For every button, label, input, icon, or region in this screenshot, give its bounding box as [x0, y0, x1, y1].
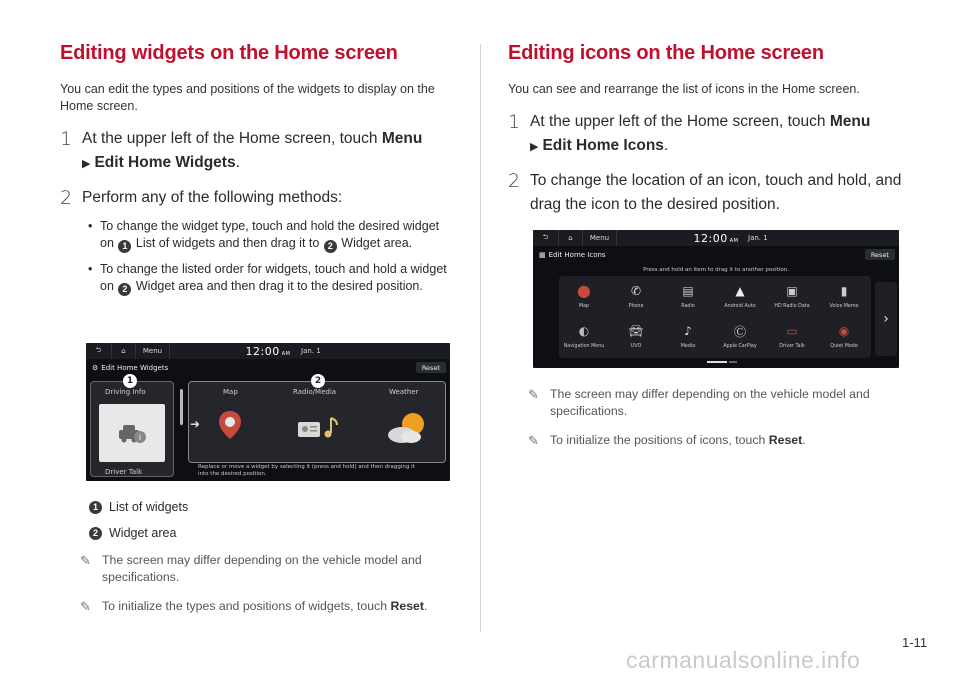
callout-badge: 2	[324, 240, 337, 253]
callout-1: 1	[123, 374, 137, 388]
music-note-icon: ♪	[684, 324, 692, 338]
scrollbar[interactable]	[180, 389, 183, 425]
right-column	[508, 42, 903, 227]
screen-hint: Press and hold an item to drag it to another position.	[643, 267, 789, 273]
car-icon: 🚘︎	[628, 324, 644, 338]
grid-item-driver-talk[interactable]: ▭ Driver Talk	[779, 324, 805, 349]
widget-area[interactable]: Map Radio/Media Weather	[188, 381, 446, 463]
pencil-icon: ✎	[528, 387, 539, 402]
screen-titlebar: ⚙ Edit Home Widgets Reset	[86, 360, 450, 376]
page-indicator	[729, 361, 737, 363]
pencil-icon: ✎	[80, 553, 91, 568]
radio-icon: ▤	[682, 284, 694, 298]
list-item: • To change the widget type, touch and hold the desired widget on 1 List of widgets and then drag it to 2 Widget area.	[88, 219, 440, 251]
grid-item-radio[interactable]: ▤ Radio	[663, 282, 713, 309]
arrow-right-icon: ▶	[530, 141, 539, 153]
screen-titlebar: ▦ Edit Home Icons Reset	[533, 247, 899, 263]
home-icon[interactable]: ⌂	[112, 343, 136, 359]
step-2: 2 Perform any of the following methods:	[60, 187, 343, 209]
right-lower	[508, 386, 903, 461]
grid-item-uvo[interactable]: 🚘︎ UVO	[628, 324, 644, 349]
left-lower	[60, 500, 455, 627]
method-list	[88, 218, 455, 296]
reset-button[interactable]: Reset	[865, 249, 895, 260]
map-pin-icon	[217, 410, 243, 444]
icon-grid[interactable]	[559, 276, 871, 358]
widget-list[interactable]: Driving Info i Driver Talk	[90, 381, 174, 477]
grid-item-android-auto[interactable]: ▲ Android Auto	[724, 284, 756, 309]
note-1: ✎ The screen may differ depending on the vehicle model and specifications.	[528, 387, 870, 418]
legend	[88, 500, 455, 540]
pencil-icon: ✎	[528, 433, 539, 448]
callout-badge: 1	[118, 240, 131, 253]
gear-icon: ⚙	[92, 364, 99, 372]
section-title-widgets: Editing widgets on the Home screen	[60, 42, 398, 64]
page-number: 1-11	[902, 635, 928, 650]
grid-item-apple-carplay[interactable]: Ⓒ Apple CarPlay	[715, 322, 765, 349]
drag-arrow-icon: ➜	[190, 417, 201, 431]
step-1: 1 At the upper left of the Home screen, touch Menu ▶ Edit Home Icons.	[508, 111, 871, 154]
note-2: ✎ To initialize the positions of icons, touch Reset.	[528, 433, 806, 448]
note-2: ✎ To initialize the types and positions of widgets, touch Reset.	[80, 599, 428, 614]
edit-home-widgets-screenshot	[86, 343, 450, 481]
watermark: carmanualsonline.info	[626, 647, 861, 673]
compass-icon: ◐	[578, 324, 590, 338]
callout-2: 2	[311, 374, 325, 388]
phone-icon: ✆	[630, 284, 642, 298]
note-1: ✎ The screen may differ depending on the vehicle model and specifications.	[80, 553, 422, 584]
grid-item-voice-memo[interactable]: ▮ Voice Memo	[829, 284, 859, 309]
reset-button[interactable]: Reset	[416, 362, 446, 373]
weather-icon	[385, 410, 429, 450]
column-divider	[480, 44, 481, 632]
back-icon[interactable]: ⮌	[533, 230, 559, 246]
radio-media-icon	[297, 416, 343, 444]
grid-item-map[interactable]: ⬤ Map	[559, 282, 609, 309]
map-pin-icon: ⬤	[577, 284, 591, 298]
intro-text: You can edit the types and positions of the widgets to display on the Home screen.	[60, 82, 435, 113]
voice-memo-icon: ▮	[840, 284, 848, 298]
car-info-icon	[99, 404, 165, 462]
legend-item: 1 List of widgets	[88, 500, 455, 514]
menu-button[interactable]: Menu	[136, 343, 170, 359]
date: Jan. 1	[301, 347, 321, 355]
grid-item-phone[interactable]: ✆ Phone	[628, 284, 644, 309]
clock: 12:00 AM	[245, 344, 291, 358]
svg-text:i: i	[138, 433, 142, 442]
quiet-mode-icon: ◉	[838, 324, 850, 338]
intro-text: You can see and rearrange the list of icons in the Home screen.	[508, 82, 860, 96]
left-column	[60, 42, 455, 304]
screen-hint: Replace or move a widget by selecting it (press and hold) and then dragging it into the desired position.	[198, 464, 415, 477]
hd-radio-icon: ▣	[786, 284, 798, 298]
grid-item-quiet-mode[interactable]: ◉ Quiet Mode	[830, 324, 858, 349]
chevron-right-icon[interactable]: ›	[875, 282, 897, 356]
clock: 12:00 AM	[693, 231, 739, 245]
legend-item: 2 Widget area	[88, 526, 455, 540]
callout-badge: 2	[118, 283, 131, 296]
android-auto-icon: ▲	[735, 284, 745, 298]
top-bar	[533, 230, 899, 246]
step-1: 1 At the upper left of the Home screen, touch Menu ▶ Edit Home Widgets.	[60, 128, 423, 171]
grid-item-hd-radio-data[interactable]: ▣ HD Radio Data	[774, 284, 810, 309]
step-2: 2 To change the location of an icon, touch and hold, and drag the icon to the desired position.	[508, 170, 902, 213]
chat-bubble-icon: ▭	[786, 324, 798, 338]
date: Jan. 1	[748, 234, 768, 242]
grid-icon: ▦	[539, 251, 546, 259]
edit-home-icons-screenshot	[533, 230, 899, 368]
arrow-right-icon: ▶	[82, 158, 91, 170]
list-item: • To change the listed order for widgets, touch and hold a widget on 2 Widget area and then drag it to the desired position.	[88, 262, 447, 294]
grid-item-media[interactable]: ♪ Media	[680, 324, 696, 349]
back-icon[interactable]: ⮌	[86, 343, 112, 359]
carplay-icon: Ⓒ	[733, 324, 746, 339]
top-bar	[86, 343, 450, 359]
home-icon[interactable]: ⌂	[559, 230, 583, 246]
pencil-icon: ✎	[80, 599, 91, 614]
section-title-icons: Editing icons on the Home screen	[508, 42, 824, 64]
grid-item-navigation-menu[interactable]: ◐ Navigation Menu	[563, 324, 605, 349]
page-indicator	[707, 361, 727, 363]
menu-button[interactable]: Menu	[583, 230, 617, 246]
